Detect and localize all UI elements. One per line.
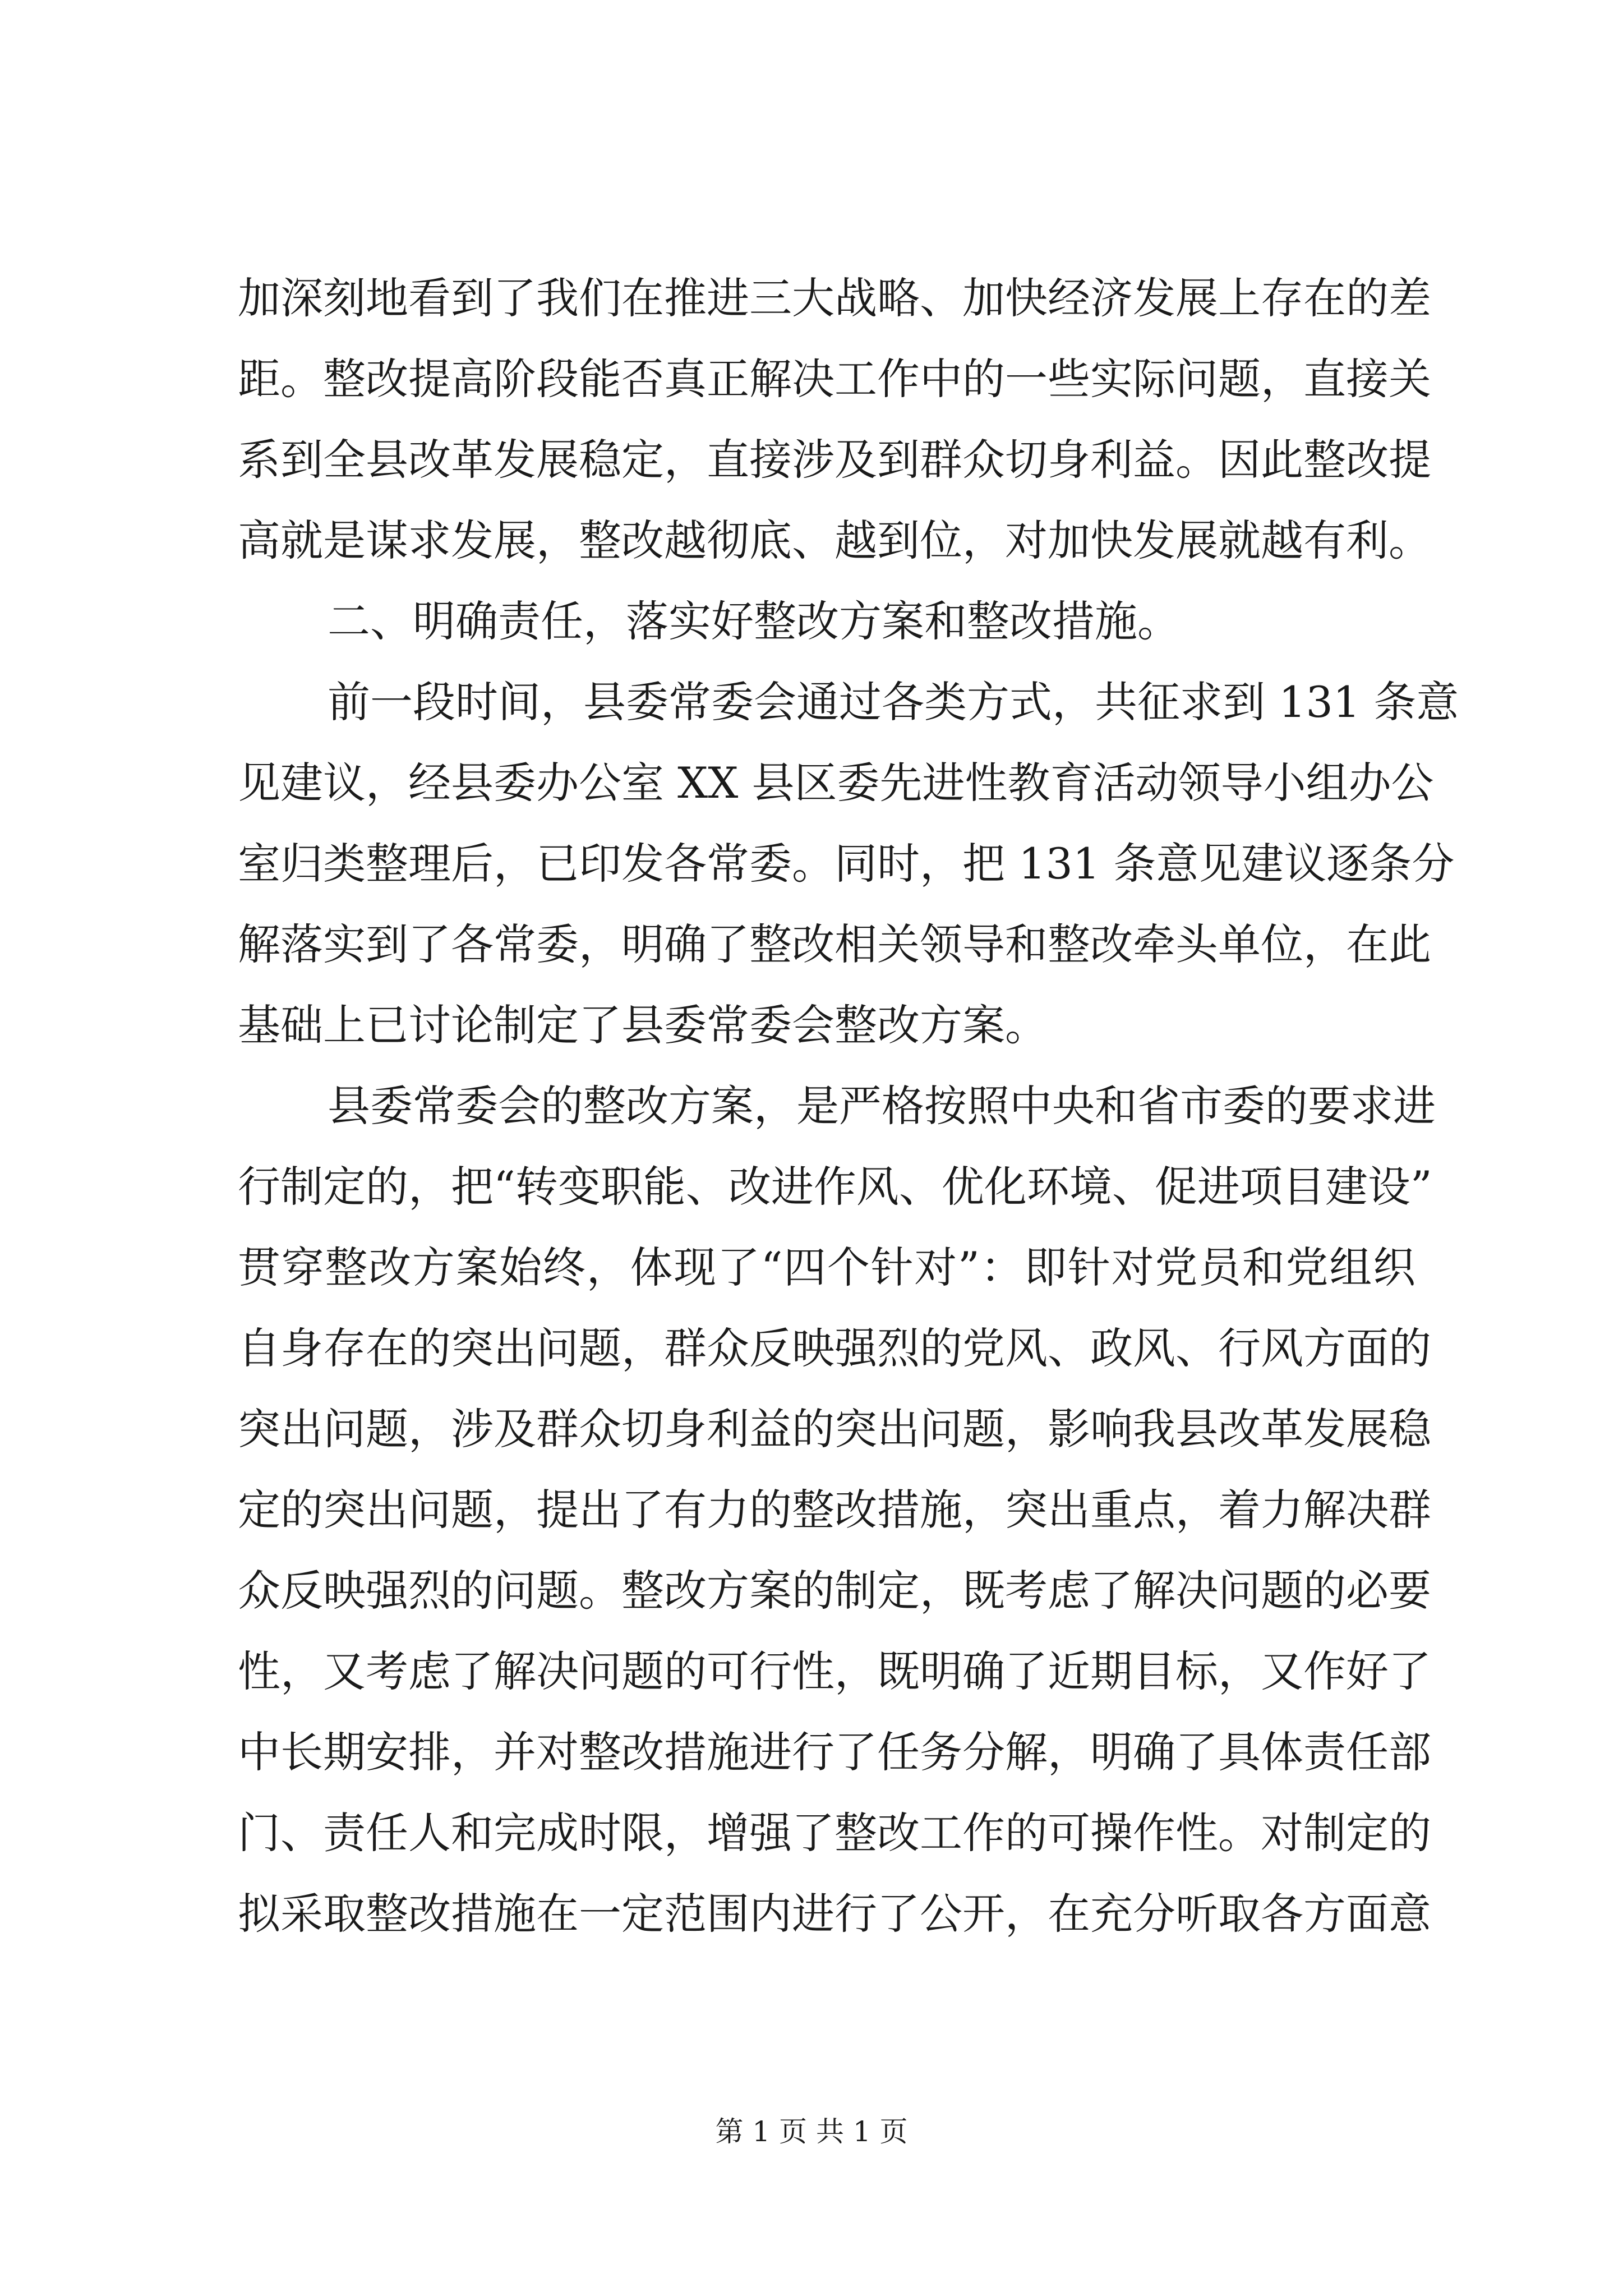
text-line: 行制定的，把“转变职能、改进作风、优化环境、促进项目建设” <box>238 1162 1432 1212</box>
text-line: 系到全县改革发展稳定，直接涉及到群众切身利益。因此整改提 <box>238 435 1431 485</box>
text-line: 解落实到了各常委，明确了整改相关领导和整改牵头单位，在此 <box>238 919 1431 969</box>
text-line: 高就是谋求发展，整改越彻底、越到位，对加快发展就越有利。 <box>238 516 1431 565</box>
text-line: 距。整改提高阶段能否真正解决工作中的一些实际问题，直接关 <box>238 354 1431 404</box>
text-line: 定的突出问题，提出了有力的整改措施，突出重点，着力解决群 <box>238 1485 1431 1535</box>
page-footer: 第 1 页 共 1 页 <box>715 2115 908 2148</box>
text-line: 前一段时间，县委常委会通过各类方式，共征求到 131 条意 <box>328 677 1459 727</box>
text-line: 自身存在的突出问题，群众反映强烈的党风、政风、行风方面的 <box>238 1323 1431 1373</box>
text-line: 见建议，经县委办公室 XX 县区委先进性教育活动领导小组办公 <box>238 758 1434 808</box>
text-line: 性，又考虑了解决问题的可行性，既明确了近期目标，又作好了 <box>238 1646 1431 1696</box>
text-line: 拟采取整改措施在一定范围内进行了公开，在充分听取各方面意 <box>238 1889 1431 1939</box>
text-line: 室归类整理后，已印发各常委。同时，把 131 条意见建议逐条分 <box>238 839 1455 889</box>
text-line: 贯穿整改方案始终，体现了“四个针对”：即针对党员和党组织 <box>238 1243 1415 1292</box>
text-line: 众反映强烈的问题。整改方案的制定，既考虑了解决问题的必要 <box>238 1566 1431 1616</box>
text-line: 基础上已讨论制定了县委常委会整改方案。 <box>238 1000 1048 1050</box>
text-line: 门、责任人和完成时限，增强了整改工作的可操作性。对制定的 <box>238 1808 1431 1858</box>
document-body <box>238 258 1459 1954</box>
text-line: 加深刻地看到了我们在推进三大战略、加快经济发展上存在的差 <box>238 273 1431 323</box>
text-line: 中长期安排，并对整改措施进行了任务分解，明确了具体责任部 <box>238 1727 1431 1777</box>
text-line: 突出问题，涉及群众切身利益的突出问题，影响我县改革发展稳 <box>238 1404 1431 1454</box>
section-heading: 二、明确责任，落实好整改方案和整改措施。 <box>328 596 1180 646</box>
text-line: 县委常委会的整改方案，是严格按照中央和省市委的要求进 <box>328 1081 1436 1131</box>
